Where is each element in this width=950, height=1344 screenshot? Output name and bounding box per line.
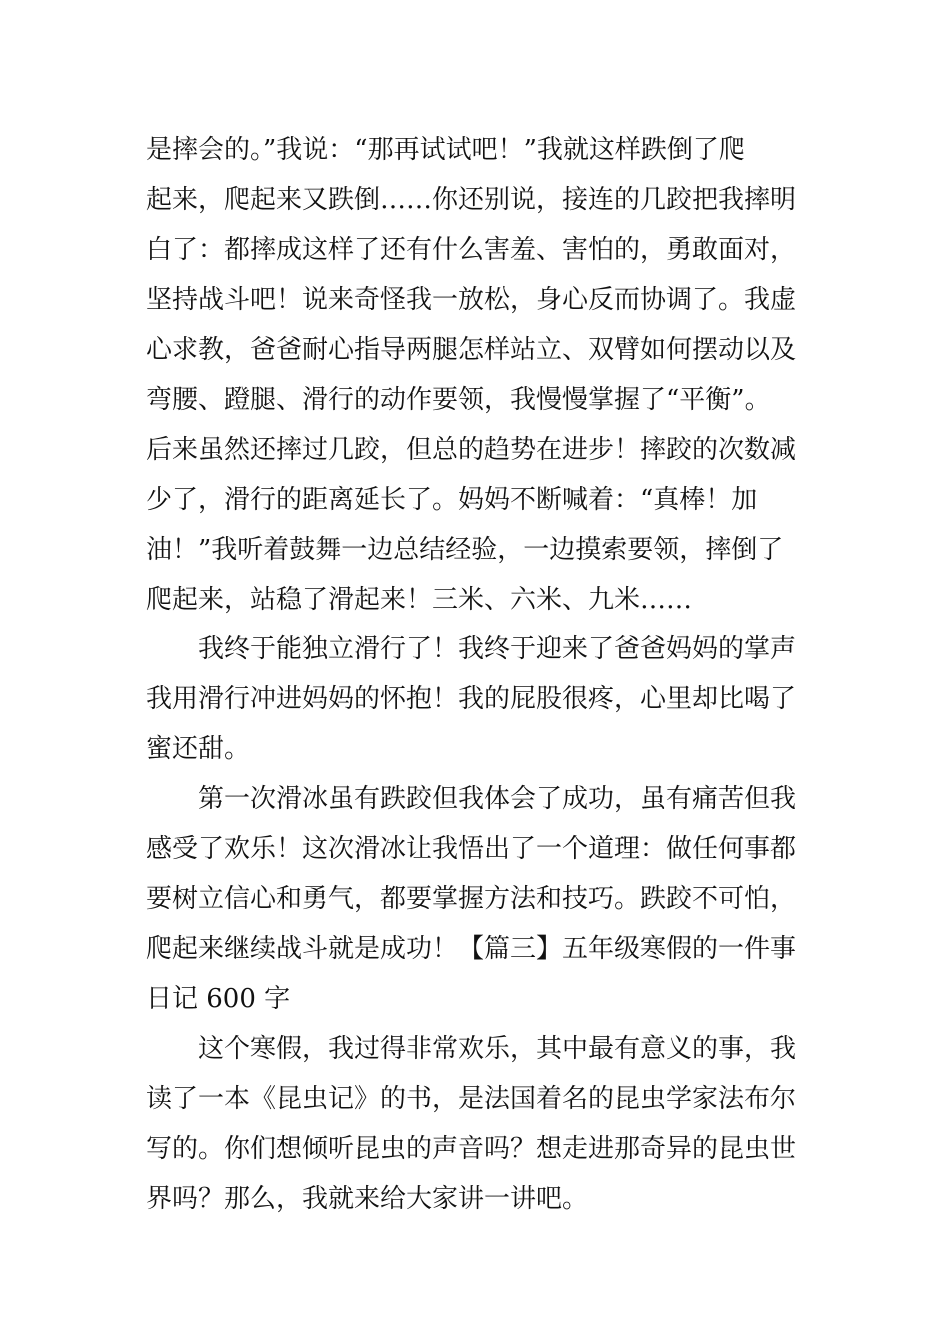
paragraph-3-line-2: 感受了欢乐！这次滑冰让我悟出了一个道理：做任何事都 bbox=[146, 834, 797, 864]
paragraph-4-line-2: 读了一本《昆虫记》的书，是法国着名的昆虫学家法布尔 bbox=[146, 1084, 797, 1114]
paragraph-1-line-1: 是摔会的。”我说：“那再试试吧！”我就这样跌倒了爬 bbox=[146, 135, 745, 165]
paragraph-3-line-4: 爬起来继续战斗就是成功！【篇三】五年级寒假的一件事 bbox=[146, 934, 797, 964]
paragraph-1-line-6: 弯腰、蹬腿、滑行的动作要领，我慢慢掌握了“平衡”。 bbox=[146, 385, 771, 415]
paragraph-4-line-1: 这个寒假，我过得非常欢乐，其中最有意义的事，我 bbox=[198, 1034, 797, 1064]
paragraph-2-line-3: 蜜还甜。 bbox=[146, 734, 251, 764]
paragraph-3-line-3: 要树立信心和勇气，都要掌握方法和技巧。跌跤不可怕， bbox=[146, 884, 797, 914]
paragraph-4-line-3: 写的。你们想倾听昆虫的声音吗？想走进那奇异的昆虫世 bbox=[146, 1134, 797, 1164]
paragraph-2-line-1: 我终于能独立滑行了！我终于迎来了爸爸妈妈的掌声 bbox=[198, 634, 797, 664]
paragraph-1-line-3: 白了：都摔成这样了还有什么害羞、害怕的，勇敢面对， bbox=[146, 235, 797, 265]
paragraph-1-line-9: 油！”我听着鼓舞一边总结经验，一边摸索要领，摔倒了 bbox=[146, 535, 784, 565]
paragraph-4-line-4: 界吗？那么，我就来给大家讲一讲吧。 bbox=[146, 1184, 589, 1214]
paragraph-1-line-10: 爬起来，站稳了滑起来！三米、六米、九米…… bbox=[146, 585, 693, 615]
paragraph-3-line-5: 日记 600 字 bbox=[146, 984, 291, 1014]
paragraph-1-line-2: 起来，爬起来又跌倒……你还别说，接连的几跤把我摔明 bbox=[146, 185, 797, 215]
paragraph-1-line-7: 后来虽然还摔过几跤，但总的趋势在进步！摔跤的次数减 bbox=[146, 435, 797, 465]
paragraph-3-line-1: 第一次滑冰虽有跌跤但我体会了成功，虽有痛苦但我 bbox=[198, 784, 797, 814]
paragraph-1-line-5: 心求教，爸爸耐心指导两腿怎样站立、双臂如何摆动以及 bbox=[146, 335, 797, 365]
paragraph-1-line-8: 少了，滑行的距离延长了。妈妈不断喊着：“真棒！加 bbox=[146, 485, 758, 515]
paragraph-2-line-2: 我用滑行冲进妈妈的怀抱！我的屁股很疼，心里却比喝了 bbox=[146, 684, 797, 714]
paragraph-1-line-4: 坚持战斗吧！说来奇怪我一放松，身心反而协调了。我虚 bbox=[146, 285, 797, 315]
